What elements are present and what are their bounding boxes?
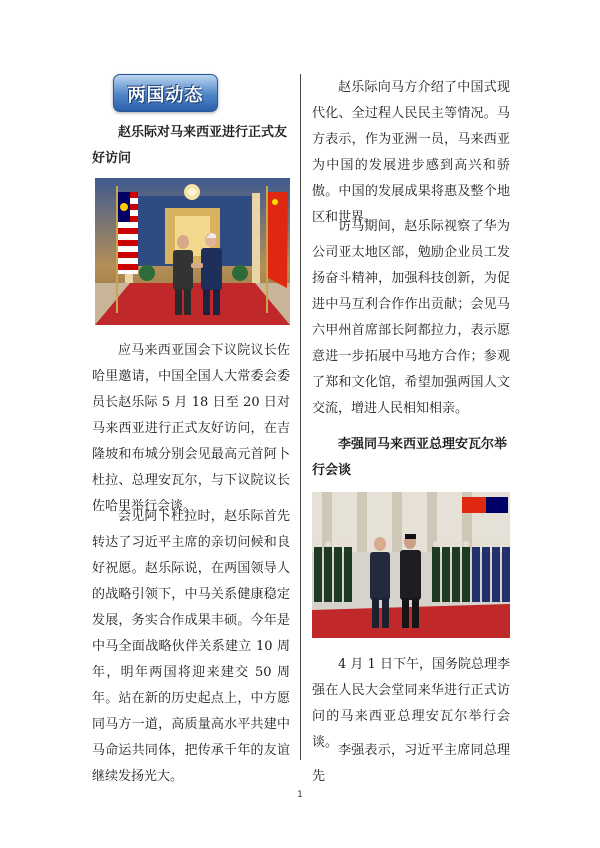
right-headline: 李强同马来西亚总理安瓦尔举行会谈 xyxy=(312,437,508,478)
right-paragraph-2: 访马期间，赵乐际视察了华为公司亚太地区部，勉励企业员工发扬奋斗精神，加强科技创新，为促进中马互利合作作出贡献；会见马六甲州首席部长阿都拉力，表示愿意进一步拓展中马地方合作；参观了郑和文化馆，希望加强两国人文交流，增进人民相知相亲。 xyxy=(312,219,510,416)
page-number: 1 xyxy=(297,790,303,800)
left-paragraph-2: 会见阿卜杜拉时，赵乐际首先转达了习近平主席的亲切问候和良好祝愿。赵乐际说，在两国领导人的战略引领下，中马关系健康稳定发展，务实合作成果丰硕。今年是中马全面战略伙伴关系建立 10 周年，明年两国将迎来建交 50 周年。站在新的历史起点上，中方愿同马方一道，高质量高水平共建中马命运共同体，把传承千年的友谊继续发扬光大。 xyxy=(92,509,290,784)
left-headline: 赵乐际对马来西亚进行正式友好访问 xyxy=(92,125,288,166)
right-paragraph-3: 4 月 1 日下午，国务院总理李强在人民大会堂同来华进行正式访问的马来西亚总理安瓦尔举行会谈。 xyxy=(312,657,510,750)
right-paragraph-1: 赵乐际向马方介绍了中国式现代化、全过程人民民主等情况。马方表示，作为亚洲一员，马来西亚为中国的发展进步感到高兴和骄傲。中国的发展成果将惠及整个地区和世界。 xyxy=(312,80,510,225)
photo-honor-guard-review xyxy=(312,492,510,638)
right-paragraph-4: 李强表示，习近平主席同总理先 xyxy=(312,743,510,784)
section-banner-label: 两国动态 xyxy=(127,85,204,106)
column-divider xyxy=(300,74,301,760)
section-banner xyxy=(113,74,218,112)
photo-meeting-handshake xyxy=(95,178,290,325)
left-paragraph-1: 应马来西亚国会下议院议长佐哈里邀请，中国全国人大常委会委员长赵乐际 5 月 18 日至 20 日对马来西亚进行正式友好访问，在吉隆坡和布城分别会见最高元首阿卜杜拉、总理安瓦尔，与下议院议长佐哈里举行会谈。 xyxy=(92,343,290,514)
